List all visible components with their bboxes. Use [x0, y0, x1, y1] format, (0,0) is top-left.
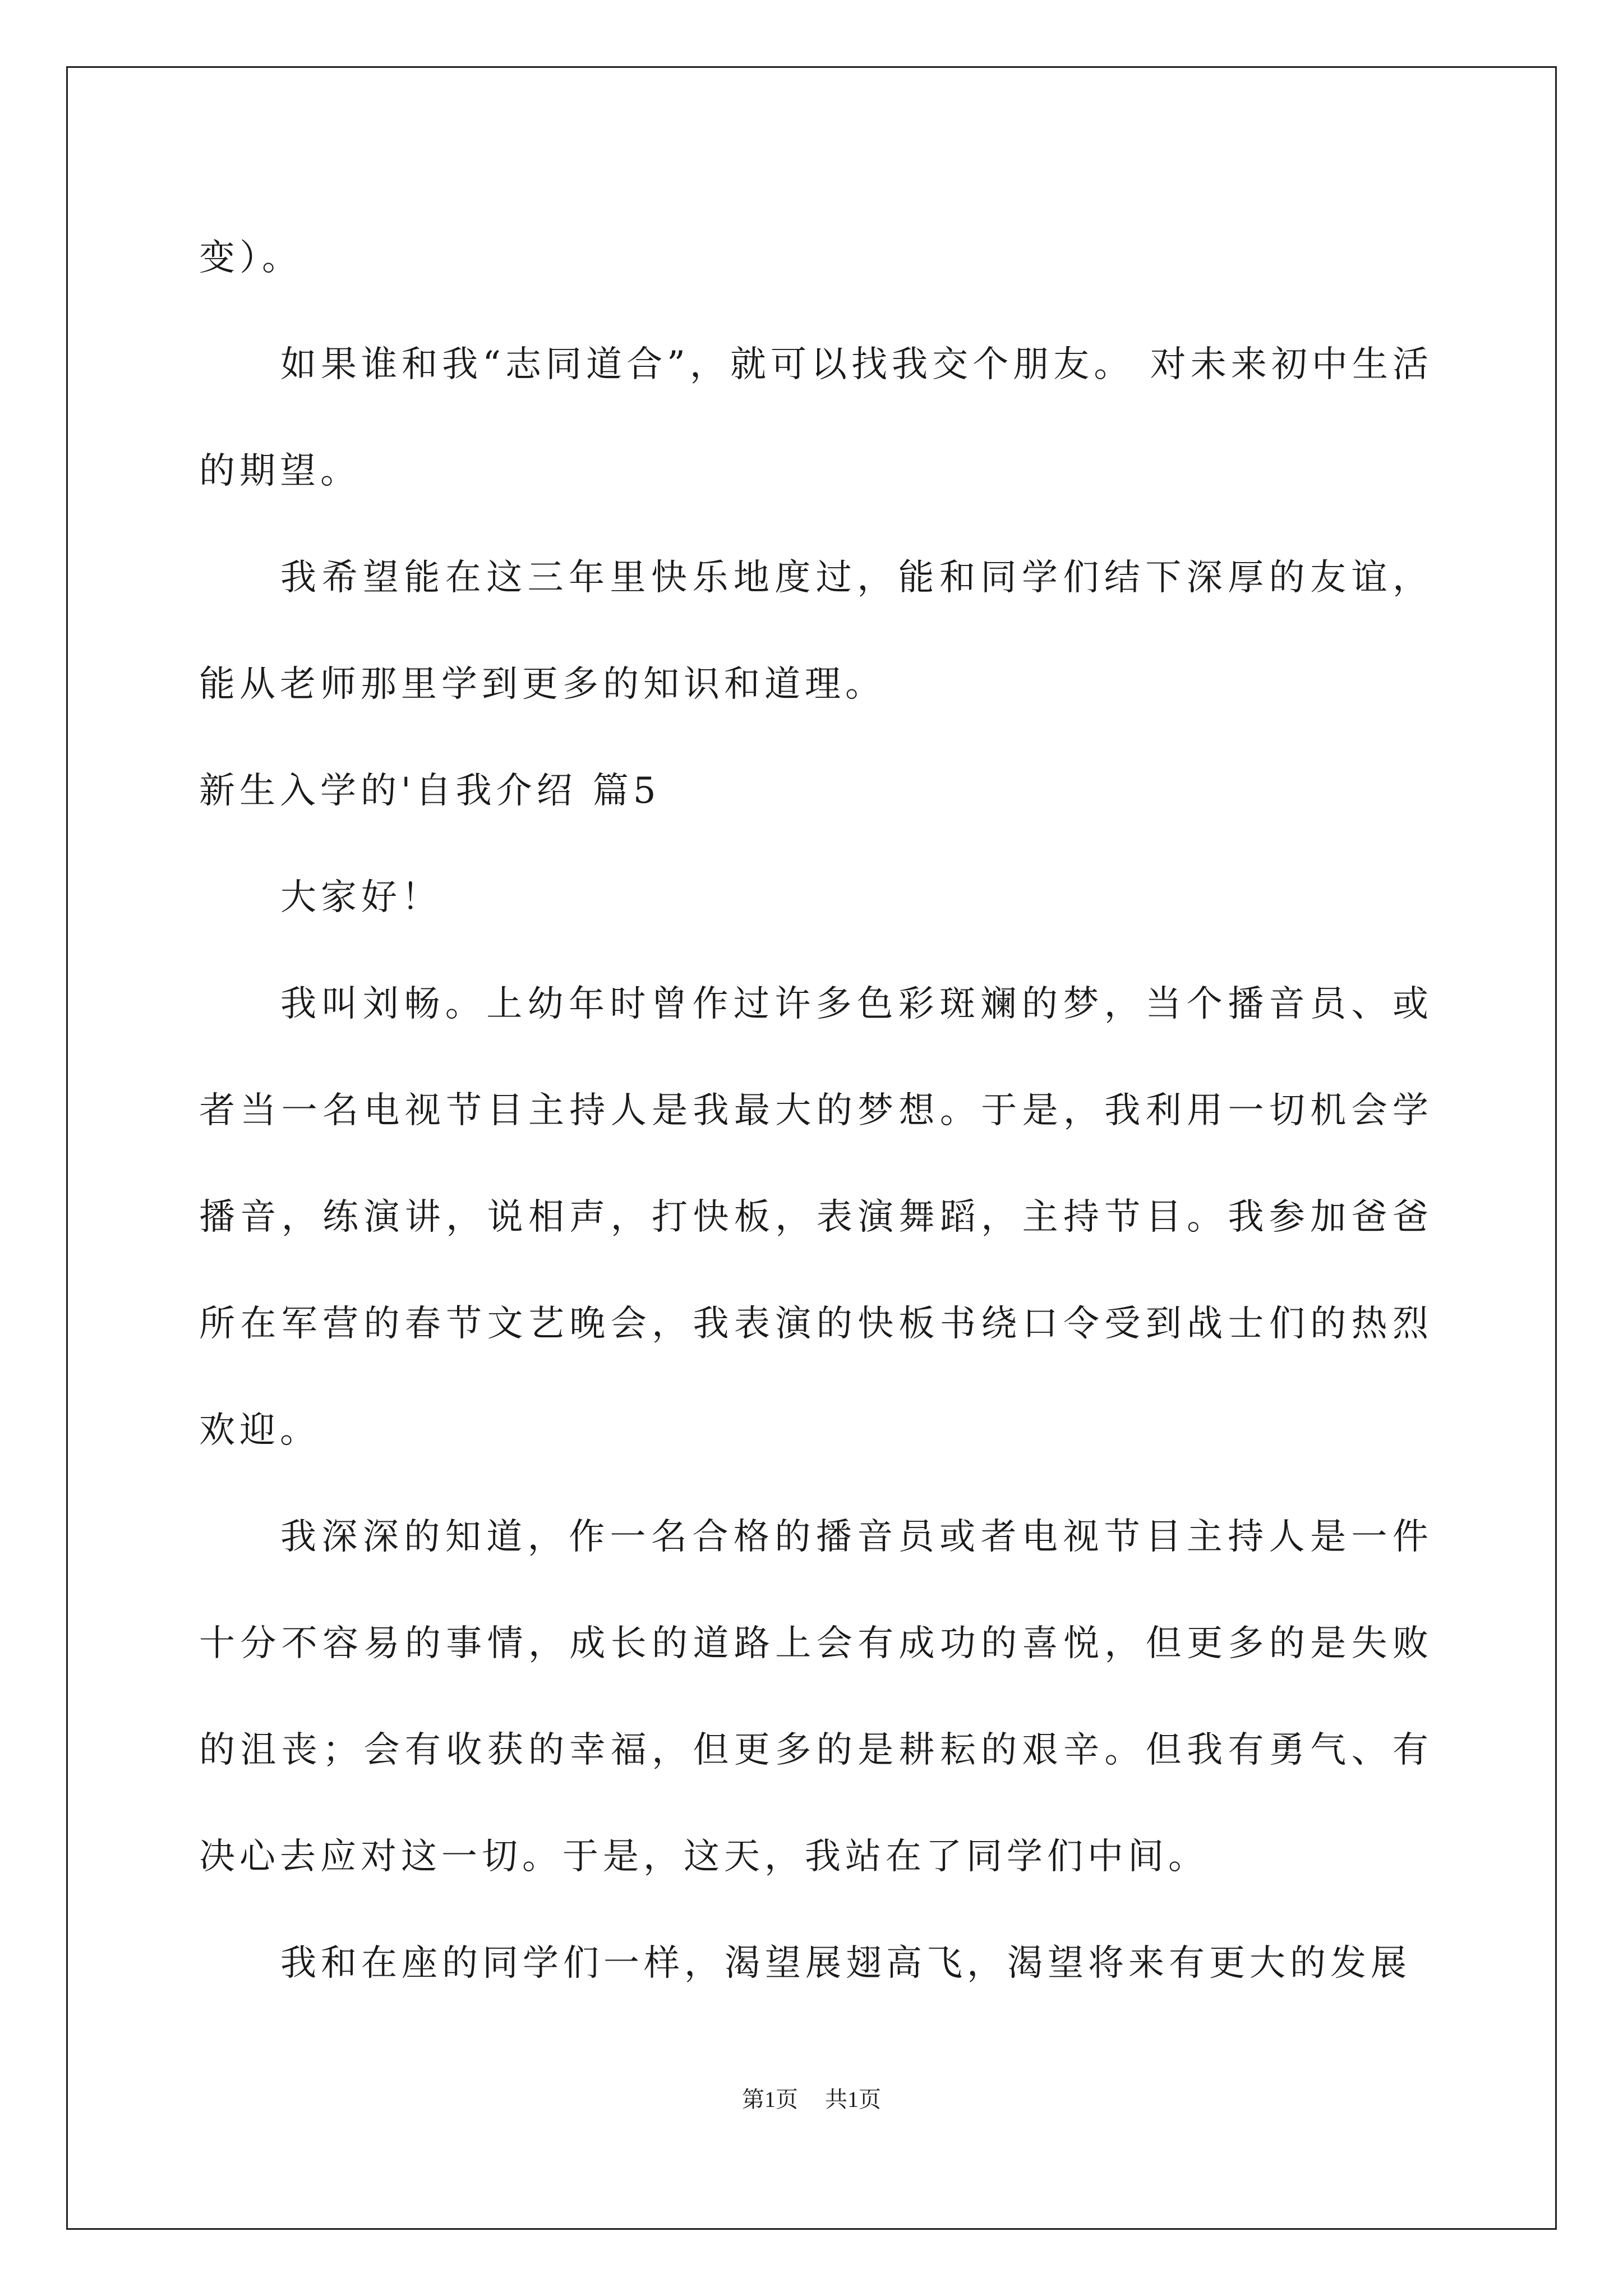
section-heading: 新生入学的'自我介绍 篇5 [199, 770, 661, 812]
document-body [199, 205, 1433, 2017]
paragraph: 如果谁和我“志同道合”，就可以找我交个朋友。 对未来初中生活的期望。 [199, 344, 1433, 492]
page-total: 共1页 [825, 2087, 881, 2112]
paragraph: 我和在座的同学们一样，渴望展翅高飞，渴望将来有更大的发展 [280, 1943, 1411, 1984]
paragraph-continuation: 变）。 [199, 237, 302, 279]
paragraph: 我深深的知道，作一名合格的播音员或者电视节目主持人是一件十分不容易的事情，成长的道路上会有成功的喜悦，但更多的是失败的沮丧；会有收获的幸福，但更多的是耕耘的艰辛。但我有勇气、有决心去应对这一切。于是，这天，我站在了同学们中间。 [199, 1516, 1433, 1878]
page-number: 第1页 [742, 2087, 798, 2112]
page-footer [0, 2083, 1623, 2116]
paragraph: 我希望能在这三年里快乐地度过，能和同学们结下深厚的友谊，能从老师那里学到更多的知识和道理。 [199, 557, 1433, 705]
greeting-paragraph: 大家好！ [280, 877, 442, 918]
paragraph: 我叫刘畅。上幼年时曾作过许多色彩斑斓的梦，当个播音员、或者当一名电视节目主持人是我最大的梦想。于是，我利用一切机会学播音，练演讲，说相声，打快板，表演舞蹈，主持节目。我参加爸爸所在军营的春节文艺晚会，我表演的快板书绕口令受到战士们的热烈欢迎。 [199, 983, 1433, 1451]
